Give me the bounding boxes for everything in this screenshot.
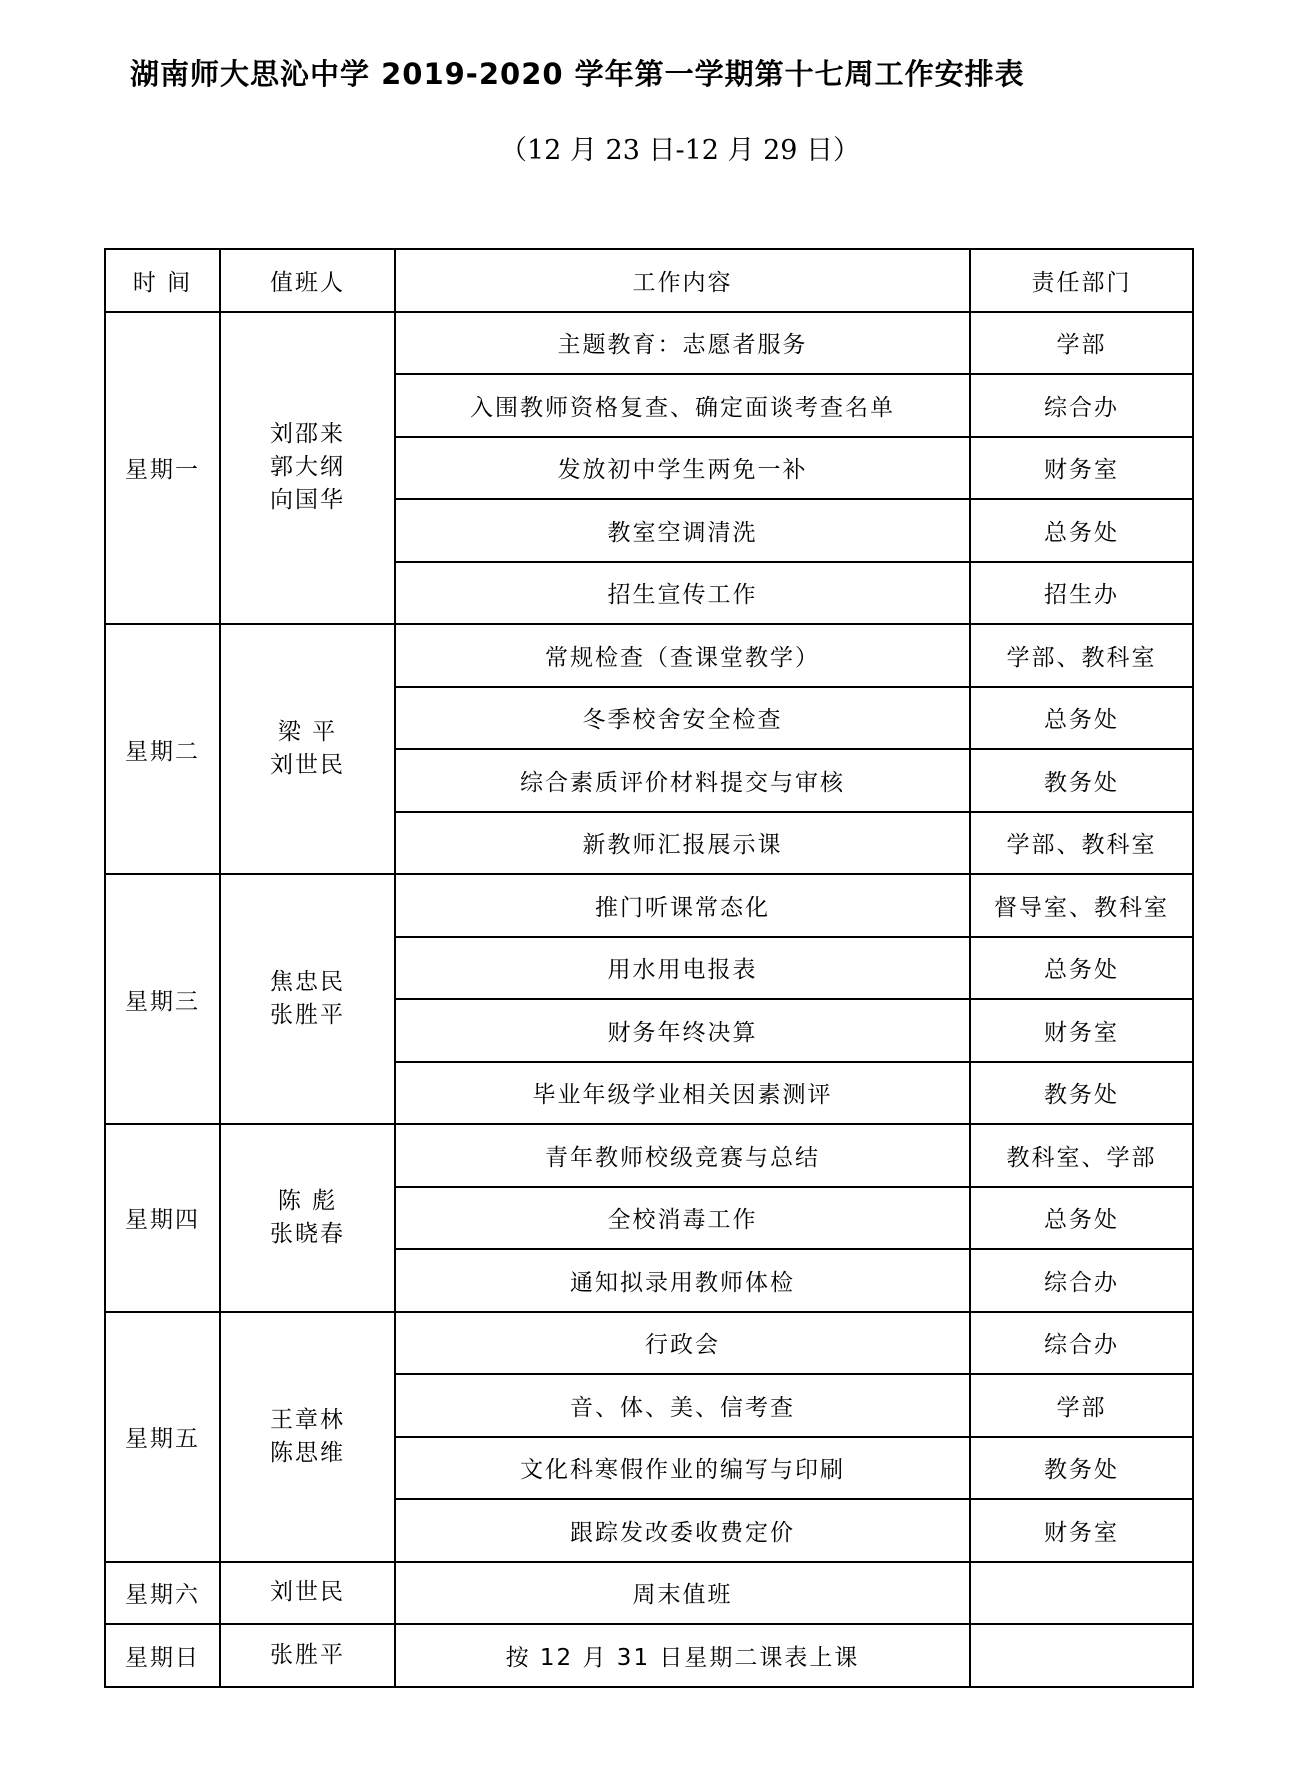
- task-dept: 总务处: [970, 687, 1193, 750]
- duty-person: 张胜平: [270, 1641, 345, 1668]
- task-content: 毕业年级学业相关因素测评: [395, 1062, 970, 1125]
- task-content: 青年教师校级竞赛与总结: [395, 1124, 970, 1187]
- table-row: [105, 1624, 1193, 1687]
- duty-person: 陈 彪: [277, 1187, 338, 1214]
- task-content: 综合素质评价材料提交与审核: [395, 749, 970, 812]
- task-content: 全校消毒工作: [395, 1187, 970, 1250]
- task-dept: 财务室: [970, 999, 1193, 1062]
- task-content: 主题教育：志愿者服务: [395, 312, 970, 375]
- task-content: 常规检查（查课堂教学）: [395, 624, 970, 687]
- duty-cell: [220, 1312, 395, 1562]
- task-dept: 教务处: [970, 1062, 1193, 1125]
- duty-cell: [220, 1624, 395, 1687]
- duty-cell: [220, 312, 395, 625]
- task-dept: 总务处: [970, 499, 1193, 562]
- task-content: 新教师汇报展示课: [395, 812, 970, 875]
- task-dept: [970, 1624, 1193, 1687]
- task-content: 招生宣传工作: [395, 562, 970, 625]
- day-cell: 星期五: [105, 1312, 220, 1562]
- duty-person: 向国华: [270, 487, 345, 514]
- table-row: [105, 624, 1193, 687]
- table-row: [105, 1312, 1193, 1375]
- duty-person: 刘世民: [270, 1579, 345, 1606]
- table-row: [105, 1562, 1193, 1625]
- task-dept: 总务处: [970, 1187, 1193, 1250]
- header-content: 工作内容: [395, 249, 970, 312]
- task-dept: 教科室、学部: [970, 1124, 1193, 1187]
- duty-person: 刘邵来: [270, 421, 345, 448]
- table-row: [105, 1124, 1193, 1187]
- duty-cell: [220, 1124, 395, 1312]
- task-dept: 教务处: [970, 1437, 1193, 1500]
- task-content: 通知拟录用教师体检: [395, 1249, 970, 1312]
- duty-cell: [220, 624, 395, 874]
- date-range-subtitle: （12 月 23 日-12 月 29 日）: [500, 135, 861, 166]
- task-dept: 财务室: [970, 437, 1193, 500]
- task-dept: 财务室: [970, 1499, 1193, 1562]
- task-dept: 督导室、教科室: [970, 874, 1193, 937]
- duty-person: 焦忠民: [270, 969, 345, 995]
- task-content: 跟踪发改委收费定价: [395, 1499, 970, 1562]
- task-content: 文化科寒假作业的编写与印刷: [395, 1437, 970, 1500]
- task-content: 教室空调清洗: [395, 499, 970, 562]
- task-dept: 综合办: [970, 374, 1193, 437]
- duty-cell: [220, 1562, 395, 1625]
- day-cell: 星期一: [105, 312, 220, 625]
- duty-person: 张胜平: [270, 1002, 345, 1028]
- day-cell: 星期二: [105, 624, 220, 874]
- header-time: 时 间: [105, 249, 220, 312]
- task-dept: 综合办: [970, 1312, 1193, 1375]
- task-content: 推门听课常态化: [395, 874, 970, 937]
- task-content: 财务年终决算: [395, 999, 970, 1062]
- task-dept: [970, 1562, 1193, 1625]
- table-row: [105, 312, 1193, 375]
- duty-cell: [220, 874, 395, 1124]
- duty-person: 陈思维: [270, 1439, 345, 1466]
- page-title: 湖南师大思沁中学 2019-2020 学年第一学期第十七周工作安排表: [130, 57, 1025, 91]
- header-duty: 值班人: [220, 249, 395, 312]
- header-row: [105, 249, 1193, 312]
- task-dept: 学部、教科室: [970, 812, 1193, 875]
- duty-person: 刘世民: [270, 752, 345, 778]
- task-dept: 教务处: [970, 749, 1193, 812]
- schedule-table: [104, 248, 1194, 1688]
- task-dept: 学部: [970, 1374, 1193, 1437]
- task-dept: 总务处: [970, 937, 1193, 1000]
- task-content: 用水用电报表: [395, 937, 970, 1000]
- header-dept: 责任部门: [970, 249, 1193, 312]
- duty-person: 王章林: [270, 1406, 345, 1433]
- day-cell: 星期日: [105, 1624, 220, 1687]
- duty-person: 郭大纲: [270, 454, 345, 481]
- task-content: 行政会: [395, 1312, 970, 1375]
- day-cell: 星期六: [105, 1562, 220, 1625]
- task-content: 发放初中学生两免一补: [395, 437, 970, 500]
- task-content: 周末值班: [395, 1562, 970, 1625]
- task-content: 入围教师资格复查、确定面谈考查名单: [395, 374, 970, 437]
- task-dept: 招生办: [970, 562, 1193, 625]
- duty-person: 张晓春: [270, 1220, 345, 1247]
- task-dept: 综合办: [970, 1249, 1193, 1312]
- task-content: 音、体、美、信考查: [395, 1374, 970, 1437]
- task-content: 冬季校舍安全检查: [395, 687, 970, 750]
- task-content: 按 12 月 31 日星期二课表上课: [395, 1624, 970, 1687]
- day-cell: 星期三: [105, 874, 220, 1124]
- task-dept: 学部、教科室: [970, 624, 1193, 687]
- table-row: [105, 874, 1193, 937]
- day-cell: 星期四: [105, 1124, 220, 1312]
- duty-person: 梁 平: [277, 719, 338, 745]
- task-dept: 学部: [970, 312, 1193, 375]
